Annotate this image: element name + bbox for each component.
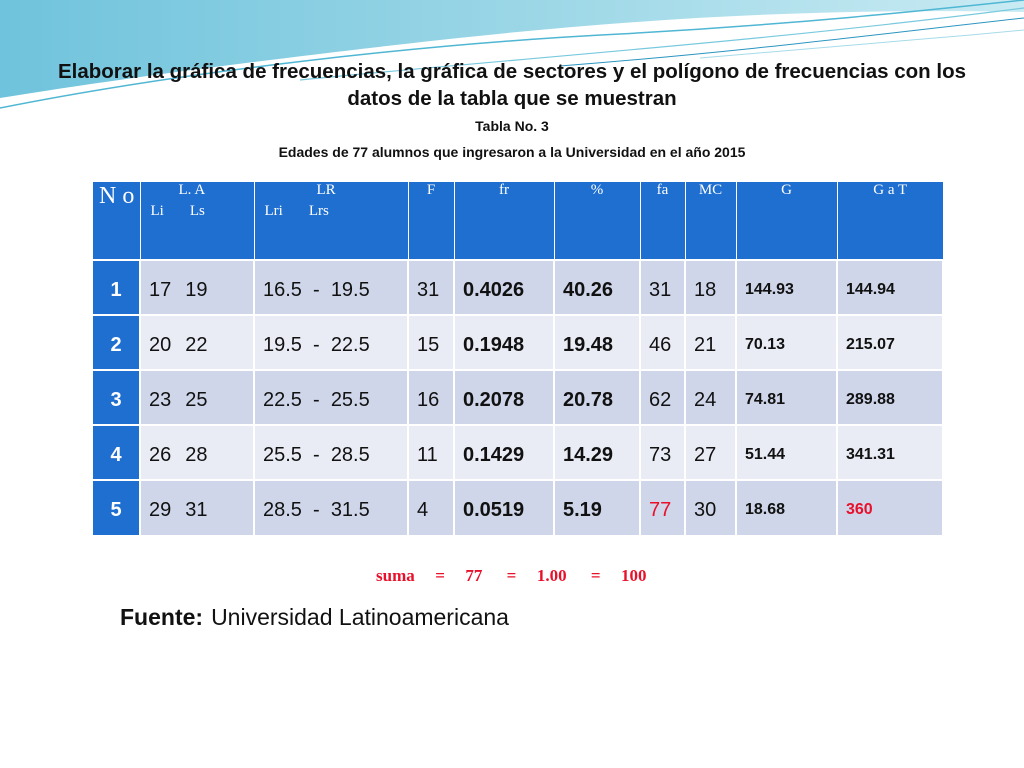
cell-la: [140, 370, 254, 425]
cell-lr: 16.5 - 19.5: [254, 260, 408, 315]
cell-li: 29: [149, 499, 172, 521]
row-number: 4: [93, 425, 140, 480]
cell-gat: 215.07: [837, 315, 943, 370]
cell-f: 15: [408, 315, 454, 370]
cell-f: 4: [408, 480, 454, 535]
cell-percent: 40.26: [554, 260, 640, 315]
header-g: G: [736, 182, 837, 260]
cell-gat: 341.31: [837, 425, 943, 480]
header-percent: %: [554, 182, 640, 260]
cell-fr: 0.2078: [454, 370, 554, 425]
sum-row: [376, 566, 661, 586]
header-gat: G a T: [837, 182, 943, 260]
header-ls: Ls: [189, 203, 205, 219]
cell-ls: 28: [185, 444, 208, 466]
cell-fr: 0.4026: [454, 260, 554, 315]
cell-mc: 27: [685, 425, 736, 480]
table-row: [93, 315, 943, 370]
row-number: 1: [93, 260, 140, 315]
cell-ls: 19: [185, 279, 208, 301]
cell-g: 144.93: [736, 260, 837, 315]
cell-fr: 0.1948: [454, 315, 554, 370]
cell-li: 26: [149, 444, 172, 466]
header-f: F: [408, 182, 454, 260]
cell-lr: 19.5 - 22.5: [254, 315, 408, 370]
cell-lr: 28.5 - 31.5: [254, 480, 408, 535]
table-number: Tabla No. 3: [475, 118, 549, 134]
table-row: [93, 425, 943, 480]
header-lr-label: LR: [316, 182, 336, 198]
cell-mc: 30: [685, 480, 736, 535]
cell-f: 11: [408, 425, 454, 480]
cell-percent: 14.29: [554, 425, 640, 480]
cell-fa: 46: [640, 315, 685, 370]
cell-f: 16: [408, 370, 454, 425]
row-number: 3: [93, 370, 140, 425]
source-label: Fuente:: [120, 604, 204, 630]
cell-li: 23: [149, 389, 172, 411]
cell-g: 18.68: [736, 480, 837, 535]
cell-g: 70.13: [736, 315, 837, 370]
cell-percent: 20.78: [554, 370, 640, 425]
cell-la: [140, 315, 254, 370]
header-lr: [254, 182, 408, 260]
table-caption: Edades de 77 alumnos que ingresaron a la Universidad en el año 2015: [278, 144, 746, 160]
cell-fr: 0.0519: [454, 480, 554, 535]
header-no: N o: [93, 182, 140, 260]
row-number: 5: [93, 480, 140, 535]
cell-la: [140, 260, 254, 315]
cell-mc: 21: [685, 315, 736, 370]
header-lri: Lri: [264, 203, 283, 219]
source-value: Universidad Latinoamericana: [211, 604, 509, 630]
page-title: Elaborar la gráfica de frecuencias, la gráfica de sectores y el polígono de frecuencias con los datos de la tabla que se muestran: [57, 60, 967, 110]
header-fa: fa: [640, 182, 685, 260]
cell-percent: 19.48: [554, 315, 640, 370]
header-la: [140, 182, 254, 260]
table-row: [93, 370, 943, 425]
cell-fa: 62: [640, 370, 685, 425]
cell-gat: 289.88: [837, 370, 943, 425]
frequency-table: [93, 182, 944, 535]
sum-fr: = 1.00: [506, 566, 567, 585]
cell-mc: 24: [685, 370, 736, 425]
cell-gat: 360: [837, 480, 943, 535]
cell-li: 20: [149, 334, 172, 356]
cell-la: [140, 480, 254, 535]
cell-li: 17: [149, 279, 172, 301]
cell-g: 74.81: [736, 370, 837, 425]
cell-lr: 25.5 - 28.5: [254, 425, 408, 480]
cell-la: [140, 425, 254, 480]
header-lrs: Lrs: [308, 203, 329, 219]
cell-fa: 31: [640, 260, 685, 315]
header-la-label: L. A: [178, 182, 206, 198]
row-number: 2: [93, 315, 140, 370]
cell-gat: 144.94: [837, 260, 943, 315]
header-mc: MC: [685, 182, 736, 260]
cell-g: 51.44: [736, 425, 837, 480]
cell-ls: 25: [185, 389, 208, 411]
cell-fa: 73: [640, 425, 685, 480]
table-row: [93, 480, 943, 535]
header-fr: fr: [454, 182, 554, 260]
cell-ls: 22: [185, 334, 208, 356]
sum-percent: = 100: [590, 566, 647, 585]
table-header-row: [93, 182, 943, 260]
cell-mc: 18: [685, 260, 736, 315]
cell-f: 31: [408, 260, 454, 315]
cell-fa: 77: [640, 480, 685, 535]
cell-fr: 0.1429: [454, 425, 554, 480]
cell-ls: 31: [185, 499, 208, 521]
cell-lr: 22.5 - 25.5: [254, 370, 408, 425]
source-line: [120, 604, 509, 631]
table-row: [93, 260, 943, 315]
sum-f: suma = 77: [376, 566, 483, 585]
cell-percent: 5.19: [554, 480, 640, 535]
header-li: Li: [150, 203, 164, 219]
